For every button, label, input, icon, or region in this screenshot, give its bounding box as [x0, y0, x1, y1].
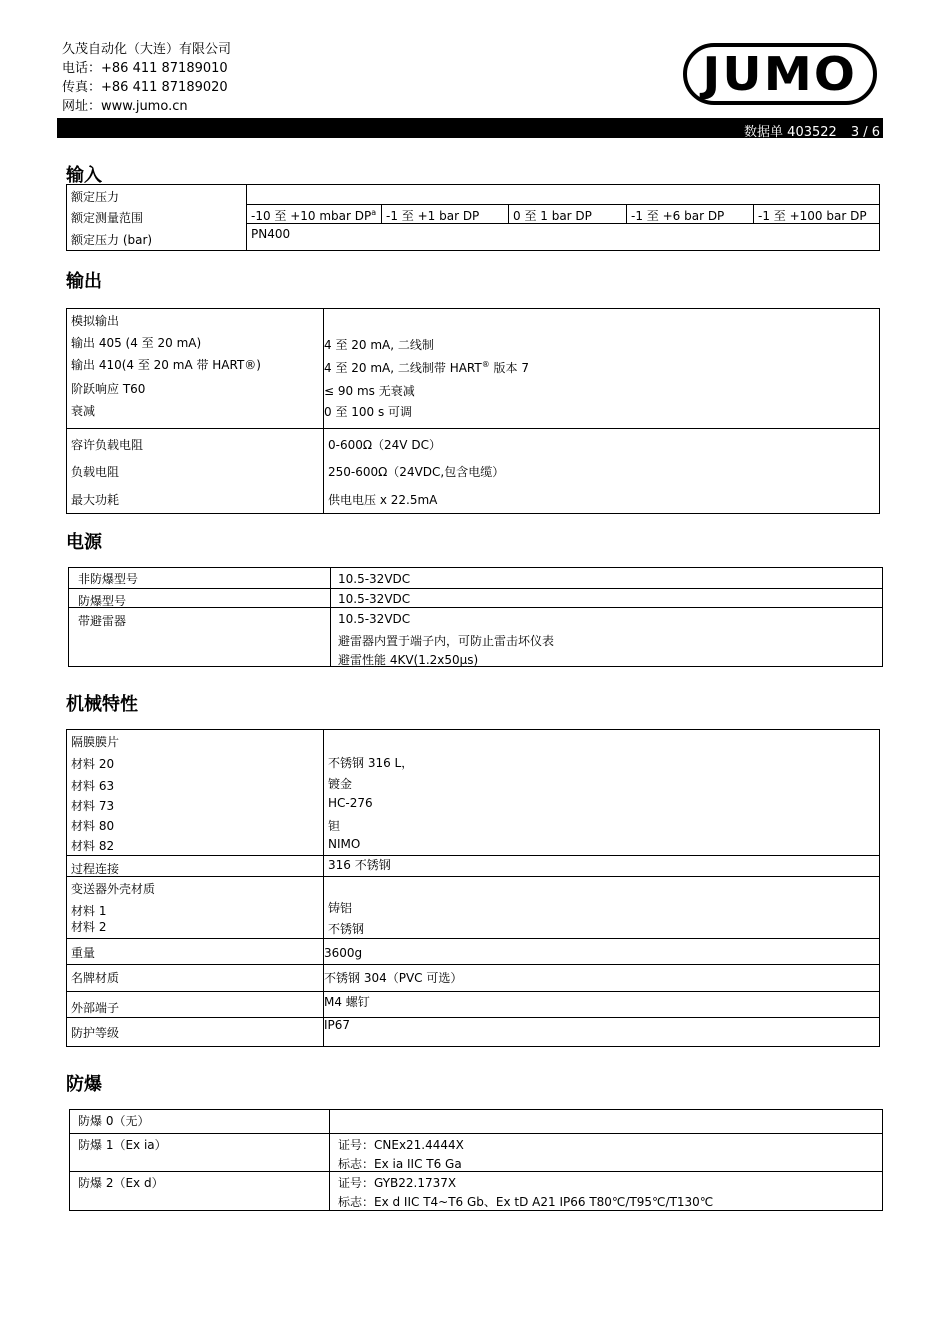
section-title-explosion-proof: 防爆 — [66, 1074, 102, 1095]
value-ex2-cert: 证号：GYB22.1737X — [338, 1176, 457, 1190]
label-m73: 材料 73 — [71, 799, 115, 813]
company-phone: 电话：+86 411 87189010 — [62, 61, 228, 76]
value-surge-1: 10.5-32VDC — [338, 612, 411, 626]
label-ex1: 防爆 1（Ex ia） — [78, 1138, 167, 1152]
label-ip: 防护等级 — [71, 1026, 120, 1040]
range-4: -1 至 +6 bar DP — [631, 209, 725, 223]
value-out410: 4 至 20 mA, 二线制带 HART® 版本 7 — [324, 360, 529, 375]
label-ex2: 防爆 2（Ex d） — [78, 1176, 164, 1190]
label-housing: 变送器外壳材质 — [71, 882, 156, 896]
label-ex: 防爆型号 — [78, 594, 127, 608]
divider — [68, 588, 883, 589]
value-ex1-mark: 标志：Ex ia IIC T6 Ga — [338, 1157, 462, 1171]
value-allow-load: 0-600Ω（24V DC） — [328, 438, 441, 452]
mechanical-table — [66, 729, 880, 1047]
datasheet-number: 数据单 403522 — [744, 125, 837, 140]
value-m73: HC-276 — [328, 796, 373, 810]
label-rated-range: 额定测量范围 — [71, 211, 144, 225]
section-title-output: 输出 — [66, 271, 102, 292]
value-damping: 0 至 100 s 可调 — [324, 405, 413, 419]
label-m80: 材料 80 — [71, 819, 115, 833]
divider — [246, 184, 247, 251]
divider — [68, 607, 883, 608]
label-rated-pressure: 额定压力 — [71, 190, 120, 204]
document-number — [744, 121, 880, 140]
label-m63: 材料 63 — [71, 779, 115, 793]
section-title-input: 输入 — [66, 165, 102, 186]
value-m82: NIMO — [328, 837, 361, 851]
divider — [66, 991, 880, 992]
label-ex0: 防爆 0（无） — [78, 1114, 150, 1128]
divider — [626, 204, 627, 223]
divider — [66, 428, 880, 429]
value-h1: 铸铝 — [328, 901, 353, 915]
label-surge: 带避雷器 — [78, 614, 127, 628]
divider — [69, 1133, 883, 1134]
value-surge-2: 避雷器内置于端子内，可防止雷击坏仪表 — [338, 634, 555, 648]
range-3: 0 至 1 bar DP — [513, 209, 592, 223]
value-out405: 4 至 20 mA, 二线制 — [324, 338, 434, 352]
value-ip: IP67 — [324, 1018, 351, 1032]
label-damping: 衰减 — [71, 404, 96, 418]
divider — [66, 855, 880, 856]
label-out410: 输出 410(4 至 20 mA 带 HART®) — [71, 358, 261, 372]
value-weight: 3600g — [324, 946, 363, 960]
value-m63: 镀金 — [328, 777, 353, 791]
label-analog: 模拟输出 — [71, 314, 120, 328]
label-plate: 名牌材质 — [71, 971, 120, 985]
label-rated-pressure-bar: 额定压力 (bar) — [71, 233, 153, 247]
value-non-ex: 10.5-32VDC — [338, 572, 411, 586]
value-ex: 10.5-32VDC — [338, 592, 411, 606]
company-name: 久茂自动化（大连）有限公司 — [62, 42, 232, 57]
logo-text: JUMO — [702, 47, 858, 101]
divider — [329, 1109, 330, 1211]
label-allow-load: 容许负载电阻 — [71, 438, 144, 452]
label-m82: 材料 82 — [71, 839, 115, 853]
value-surge-3: 避雷性能 4KV(1.2x50μs) — [338, 653, 479, 667]
label-load: 负载电阻 — [71, 465, 120, 479]
label-h2: 材料 2 — [71, 920, 107, 934]
divider — [66, 964, 880, 965]
section-title-supply: 电源 — [66, 532, 102, 553]
pn-value: PN400 — [251, 227, 291, 241]
page-number: 3 / 6 — [850, 125, 880, 140]
range-2: -1 至 +1 bar DP — [386, 209, 480, 223]
label-diaphragm: 隔膜膜片 — [71, 735, 120, 749]
divider — [381, 204, 382, 223]
label-out405: 输出 405 (4 至 20 mA) — [71, 336, 202, 350]
value-m20: 不锈钢 316 L， — [328, 756, 414, 770]
value-power: 供电电压 x 22.5mA — [328, 493, 438, 507]
divider — [66, 1017, 880, 1018]
value-process: 316 不锈钢 — [328, 858, 391, 872]
divider — [330, 567, 331, 667]
divider — [69, 1171, 883, 1172]
label-step: 阶跃响应 T60 — [71, 382, 146, 396]
value-plate: 不锈钢 304（PVC 可选） — [324, 971, 463, 985]
label-terminal: 外部端子 — [71, 1001, 120, 1015]
label-non-ex: 非防爆型号 — [78, 572, 139, 586]
value-step: ≤ 90 ms 无衰减 — [324, 384, 415, 398]
value-terminal: M4 螺钉 — [324, 995, 370, 1009]
jumo-logo — [683, 43, 877, 105]
range-1: -10 至 +10 mbar $DP^a$ — [251, 208, 377, 223]
divider — [246, 204, 880, 205]
divider — [753, 204, 754, 223]
range-5: -1 至 +100 bar DP — [758, 209, 867, 223]
company-info — [62, 40, 231, 116]
value-load: 250-600Ω（24VDC,包含电缆） — [328, 465, 505, 479]
label-weight: 重量 — [71, 946, 96, 960]
label-h1: 材料 1 — [71, 904, 107, 918]
value-ex2-mark: 标志：Ex d IIC T4~T6 Gb、Ex tD A21 IP66 T80℃/T95℃/T130℃ — [338, 1195, 714, 1209]
value-ex1-cert: 证号：CNEx21.4444X — [338, 1138, 464, 1152]
section-title-mechanical: 机械特性 — [66, 694, 138, 715]
divider — [66, 876, 880, 877]
value-h2: 不锈钢 — [328, 922, 365, 936]
company-fax: 传真：+86 411 87189020 — [62, 80, 228, 95]
company-web: 网址：www.jumo.cn — [62, 99, 188, 114]
label-m20: 材料 20 — [71, 757, 115, 771]
label-power: 最大功耗 — [71, 493, 120, 507]
divider — [66, 938, 880, 939]
divider — [508, 204, 509, 223]
label-process: 过程连接 — [71, 862, 120, 876]
value-m80: 钽 — [328, 819, 341, 833]
